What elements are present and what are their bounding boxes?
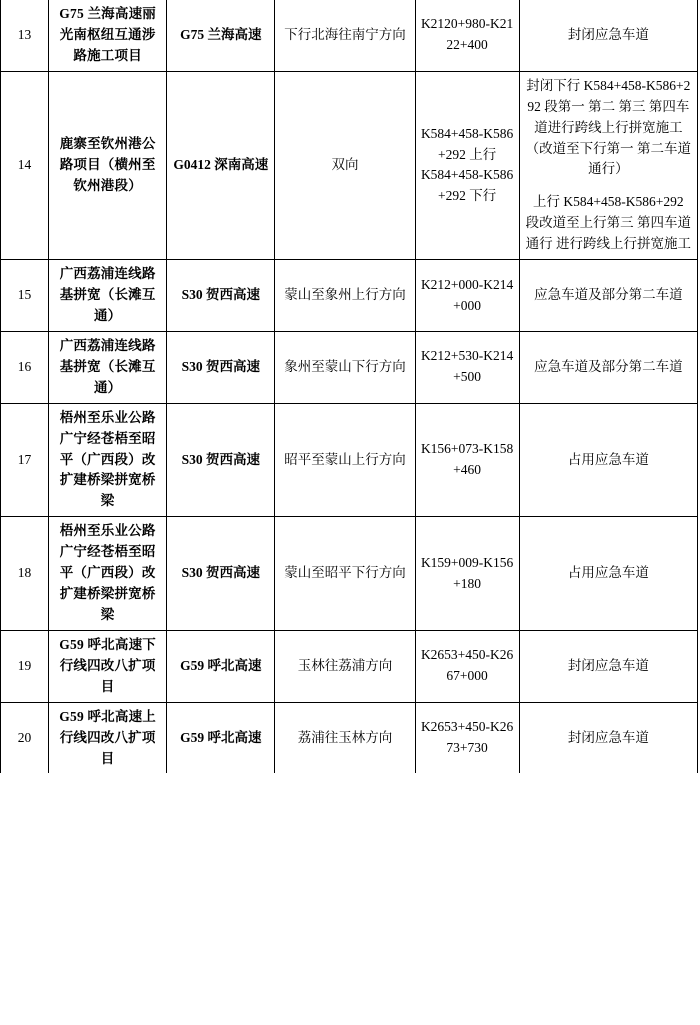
cell-road-section: S30 贺西高速 (167, 403, 275, 517)
cell-stake-number (415, 517, 519, 631)
stake-line: K584+458-K586+292 上行 (420, 125, 514, 162)
cell-road-section: G59 呼北高速 (167, 702, 275, 773)
table-row (1, 260, 698, 332)
stake-line: K2653+450-K2667+000 (420, 647, 514, 684)
cell-project-name: 梧州至乐业公路广宁经苍梧至昭平（广西段）改扩建桥梁拼宽桥梁 (49, 517, 167, 631)
cell-construction-direction: 双向 (275, 71, 415, 259)
stake-line: K212+000-K214+000 (420, 276, 514, 313)
cell-traffic-control-measure (519, 331, 697, 403)
cell-road-section: S30 贺西高速 (167, 260, 275, 332)
table-body (1, 0, 698, 773)
cell-traffic-control-measure (519, 71, 697, 259)
control-paragraph: 占用应急车道 (567, 565, 649, 581)
stake-line: K584+458-K586+292 下行 (420, 167, 514, 204)
control-paragraph: 封闭应急车道 (567, 26, 649, 42)
cell-sequence-number: 16 (1, 331, 49, 403)
stake-line: K156+073-K158+460 (420, 441, 514, 477)
cell-project-name: 广西荔浦连线路基拼宽（长滩互通） (49, 331, 167, 403)
control-paragraph: 应急车道及部分第二车道 (534, 358, 683, 374)
cell-road-section: G59 呼北高速 (167, 630, 275, 702)
cell-construction-direction: 荔浦往玉林方向 (275, 702, 415, 773)
cell-project-name: 鹿寨至钦州港公路项目（横州至钦州港段） (49, 71, 167, 259)
table-row (1, 71, 698, 259)
table-row (1, 0, 698, 71)
control-paragraph: 占用应急车道 (567, 451, 649, 467)
table-row (1, 702, 698, 773)
cell-sequence-number: 17 (1, 403, 49, 517)
control-paragraph: 应急车道及部分第二车道 (534, 287, 683, 303)
cell-traffic-control-measure (519, 0, 697, 71)
cell-sequence-number: 15 (1, 260, 49, 332)
cell-sequence-number: 18 (1, 517, 49, 631)
cell-stake-number (415, 630, 519, 702)
table-row (1, 403, 698, 517)
cell-construction-direction: 象州至蒙山下行方向 (275, 331, 415, 403)
cell-project-name: 梧州至乐业公路广宁经苍梧至昭平（广西段）改扩建桥梁拼宽桥梁 (49, 403, 167, 517)
stake-line: K2653+450-K2673+730 (420, 719, 514, 756)
cell-road-section: G75 兰海高速 (167, 0, 275, 71)
cell-project-name: G59 呼北高速下行线四改八扩项目 (49, 630, 167, 702)
stake-line: K159+009-K156+180 (420, 554, 514, 591)
stake-line: K212+530-K214+500 (420, 348, 514, 385)
cell-stake-number (415, 403, 519, 517)
cell-sequence-number: 19 (1, 630, 49, 702)
cell-sequence-number: 14 (1, 71, 49, 259)
cell-road-section: S30 贺西高速 (167, 331, 275, 403)
cell-project-name: G59 呼北高速上行线四改八扩项目 (49, 702, 167, 773)
table-row (1, 331, 698, 403)
control-paragraph: 封闭应急车道 (567, 657, 649, 673)
cell-construction-direction: 昭平至蒙山上行方向 (275, 403, 415, 517)
cell-stake-number (415, 260, 519, 332)
cell-construction-direction: 蒙山至昭平下行方向 (275, 517, 415, 631)
cell-sequence-number: 20 (1, 702, 49, 773)
cell-construction-direction: 玉林往荔浦方向 (275, 630, 415, 702)
cell-traffic-control-measure (519, 702, 697, 773)
cell-stake-number (415, 71, 519, 259)
control-paragraph: 上行 K584+458-K586+292 段改道至上行第三 第四车道通行 进行跨线上行拼宽施工 (525, 194, 692, 252)
cell-construction-direction: 下行北海往南宁方向 (275, 0, 415, 71)
cell-construction-direction: 蒙山至象州上行方向 (275, 260, 415, 332)
cell-traffic-control-measure (519, 260, 697, 332)
cell-sequence-number: 13 (1, 0, 49, 71)
cell-project-name: G75 兰海高速丽光南枢纽互通涉路施工项目 (49, 0, 167, 71)
control-paragraph: 封闭应急车道 (567, 729, 649, 745)
table-row (1, 630, 698, 702)
cell-road-section: G0412 深南高速 (167, 71, 275, 259)
control-paragraph: 封闭下行 K584+458-K586+292 段第一 第二 第三 第四车道进行跨线上行拼宽施工（改道至下行第一 第二车道通行） (525, 77, 692, 177)
cell-road-section: S30 贺西高速 (167, 517, 275, 631)
cell-traffic-control-measure (519, 630, 697, 702)
cell-stake-number (415, 0, 519, 71)
table-row (1, 517, 698, 631)
stake-line: K2120+980-K2122+400 (420, 16, 514, 53)
cell-project-name: 广西荔浦连线路基拼宽（长滩互通） (49, 260, 167, 332)
control-paragraph-gap (525, 180, 692, 192)
cell-stake-number (415, 702, 519, 773)
cell-traffic-control-measure (519, 403, 697, 517)
cell-traffic-control-measure (519, 517, 697, 631)
cell-stake-number (415, 331, 519, 403)
